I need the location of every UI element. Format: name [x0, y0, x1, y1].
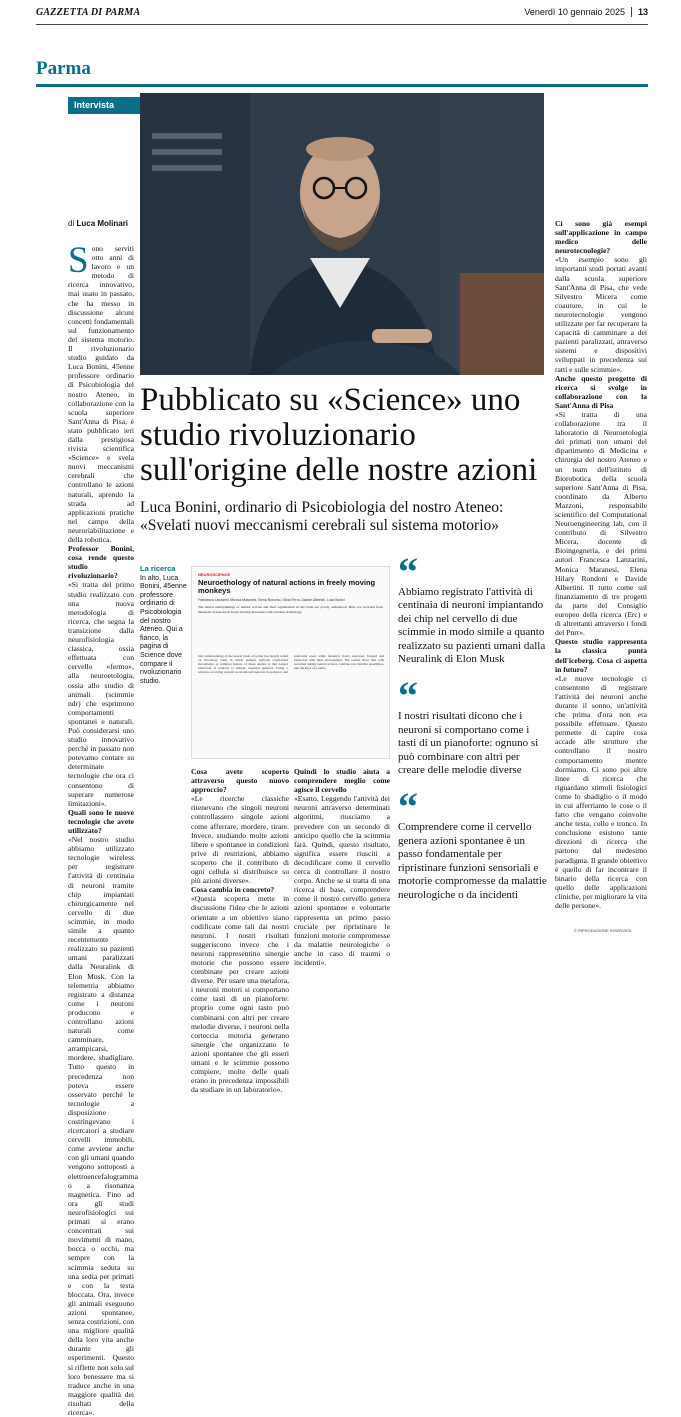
- section-rule: [36, 84, 648, 87]
- question-5: Quindi lo studio aiuta a comprendere meglio come agisce il cervello: [294, 767, 390, 795]
- answer-5: «Esatto. Leggendo l'attività dei neuroni attraverso determinati algoritmi, riusciamo a prevedere con un secondo di anticipo quello che la scimmia farà. Quindi, questo risultato, significa essere riusciti a decodificare come il cervello cerca di controllare il nostro corpo. Anche se si tratta di una ricerca di base, comprendere come il nostro cervello genera azioni spontanee e volontarie rappresenta un primo passo cruciale per ripristinare le funzioni motorie compromesse da malattie neurologiche o anche in caso di traumi o incidenti».: [294, 794, 390, 967]
- byline-prefix: di: [68, 219, 75, 228]
- pull-quotes: [398, 549, 548, 902]
- answer-2: «Nel nostro studio abbiamo utilizzato tecnologie wireless per registrare l'attività di centinaia di neuroni tramite chip impiantati chirurgicamente nel cervello di due scimmie, in modo simile a quanto recentemente realizzato su pazienti umani paralizzati dalla Neuralink di Elon Musk. Con la telemetria abbiamo registrato a distanza come i neuroni producono e controllano azioni naturali come camminare, arrampicarsi, mordere, sbadigliare. Tutto questo in precedenza non poteva essere osservato perché le tecnologie a disposizione costringevano i ricercatori a studiare cervelli immobili, come avviene anche con gli umani quando vengono sottoposti a elettroencefalogramma o a risonanza magnetica. Fino ad ora gli studi neurofisiologici sui primati si erano concentrati sui movimenti di mano, bocca o occhi, ma sempre con la scimmia seduta su una sedia per primati e con la testa bloccata. Ora, invece gli animali eseguono azioni spontanee, senza costrizioni, con una migliore qualità della loro vita anche durante gli esperimenti. Questo si riflette non solo sul loro benessere ma si traduce anche in una maggiore qualità dei risultati della ricerca».: [68, 835, 138, 1417]
- article-column-right: [555, 219, 647, 924]
- portrait-photo: [140, 93, 544, 375]
- article-column-1: [68, 240, 138, 1417]
- question-6: Ci sono già esempi sull'applicazione in campo medico delle neurotecnologie?: [555, 219, 647, 256]
- science-page-image: [191, 566, 390, 759]
- masthead: [36, 0, 648, 25]
- answer-4: «Questa scoperta mette in discussione l'idea che le azioni orientate a un obiettivo siano codificate come tali dai nostri neuroni. I nostri risultati suggeriscono invece che i neuroni rappresentino sinergie motorie che possono essere combinate per creare azioni diverse. Per usare una metafora, i neuroni motori si comportano come tasti di un pianoforte: proprio come ogni tasto può combinarsi con altri per creare melodie diverse, i neuroni nella corteccia motoria generano sinergie che organizzano le azioni spontanee che gli esseri umani e le scimmie possono compiere, molte delle quali erano in precedenza impossibili da studiare in un laboratorio».: [191, 894, 289, 1095]
- photo-caption: [140, 565, 188, 686]
- question-3: Cosa avete scoperto attraverso questo nuovo approccio?: [191, 767, 289, 795]
- answer-8: «Le nuove tecnologie ci consentono di registrare l'attività dei neuroni anche durante il sonno, un'attività che prima d'ora non era possibile effettuare. Questo permette di capire cosa accade alle strutture che controllano il nostro comportamento mentre dormiamo. Ci sono poi altre linee di ricerca che riguardano stimoli fisiologici come lo sbadiglio o il modo in cui afferriamo le cose o il fatto che vengano coinvolte anche testa, collo e tronco. In conclusione esistono tante direzioni di ricerca che partono dal medesimo paradigma. Il grande obiettivo è quello di far incontrare il binario della ricerca con quello delle applicazioni cliniche, per migliorare la vita delle persone».: [555, 673, 647, 911]
- science-body: Our understanding of the neural basis of action has largely relied on laboratory tasks in which animals perform constrained movements. A common feature of these studies is that natural behaviour is reduced to simple, repeated gestures. Using a wireless recording system we monitored neurons in premotor and prefrontal areas while monkeys freely explored, foraged and interacted with their environment. The results show that cells recruited during natural actions combine into flexible ensembles, like the keys of a piano.: [198, 654, 384, 675]
- science-title: Neuroethology of natural actions in freely moving monkeys: [198, 578, 376, 596]
- quote-mark-icon: “: [398, 784, 418, 830]
- author-name: Luca Molinari: [76, 219, 129, 228]
- page-number: 13: [631, 7, 648, 17]
- newspaper-name: GAZZETTA DI PARMA: [36, 7, 141, 18]
- headline: Pubblicato su «Science» uno studio rivoluzionario sull'origine delle nostre azioni: [140, 382, 538, 488]
- copyright-notice: © RIPRODUZIONE RISERVATA: [574, 928, 632, 933]
- quote-mark-icon: “: [398, 549, 418, 594]
- lead-paragraph: ono serviti otto anni di lavoro e un metodo di ricerca innovativo, mai usato in passato, che ha messo in discussione alcuni concetti fondamentali sul funzionamento del sistema motorio. Il rivoluzionario studio guidato da Luca Bonini, 45enne professore ordinario di Psicobiologia del nostro Ateneo, in collaborazione con la scuola superiore Sant'Anna di Pisa, è stato pubblicato ieri dalla prestigiosa rivista scientifica «Science» e svela nuovi meccanismi cerebrali che controllano le azioni naturali, aprendo la strada ad applicazioni pratiche nel campo della neuroriabilitazione e della robotica.: [68, 244, 134, 544]
- drop-cap: S: [68, 240, 89, 281]
- caption-text: In alto, Luca Bonini, 45enne professore ordinario di Psicobiologia del nostro Ateneo. Qui a fianco, la pagina di Science dove compare il rivoluzionario studio.: [140, 574, 187, 685]
- masthead-right: [524, 7, 648, 17]
- portrait-illustration: [140, 93, 544, 375]
- science-authors: Francesca Lanzarini, Monica Maranesi, Elena Rotunno, Silvia Ferro, Davide Albertini, Luca Bonini: [198, 598, 345, 603]
- answer-3: «Le ricerche classiche ritenevano che singoli neuroni controllassero singole azioni come afferrare, mordere, tirare. Invece, studiando molte azioni libere e spontanee in condizioni prive di restrizioni, abbiamo scoperto che il contributo di ogni cellula si distribuisce su più azioni diverse».: [191, 794, 289, 886]
- article-column-4: [294, 767, 390, 967]
- answer-6: «Un esempio sono gli importanti studi portati avanti dalla scuola superiore Sant'Anna di Pisa, che vede Silvestro Micera come coautore, in cui le neurotecnologie vengono utilizzate per far recuperare la capacità di camminare a dei pazienti paralizzati, attraverso sistemi e dispositivi sviluppati in precedenza sui ratti e sulle scimmie».: [555, 255, 647, 374]
- subheadline: Luca Bonini, ordinario di Psicobiologia del nostro Ateneo: «Svelati nuovi meccanismi cerebrali sul sistema motorio»: [140, 499, 504, 534]
- section-title: Parma: [36, 58, 91, 79]
- question-1: Professor Bonini, cosa rende questo studio rivoluzionario?: [68, 544, 134, 581]
- answer-1: «Si tratta del primo studio realizzato con una nuova metodologia di ricerca, che segna la transizione dalla neurofisiologia classica, ossia effettuata con cervello «fermo», alla neuroetologia, ossia allo studio di animali (scimmie ndr) che esprimono comportamenti spontanei e naturali. Può considerarsi uno studio innovativo perché in passato non potevamo contare su determinate tecnologie che ora ci consentono di superare numerose limitazioni».: [68, 580, 134, 808]
- pull-quote-1: Abbiamo registrato l'attività di centinaia di neuroni impiantando dei chip nel cervello di due scimmie in modo simile a quanto realizzato su pazienti umani dalla Neuralink di Elon Musk: [398, 586, 546, 666]
- question-8: Questo studio rappresenta la classica punta dell'iceberg. Cosa ci aspetta in futuro?: [555, 637, 647, 674]
- question-2: Quali sono le nuove tecnologie che avete utilizzato?: [68, 807, 134, 835]
- science-label: NEUROSCIENCE: [198, 572, 231, 577]
- answer-7: «Si tratta di una collaborazione tra il laboratorio di Neuroetologia dei primati non umani del dipartimento di Medicina e chirurgia del nostro Ateneo e un team dell'istituto di Biorobotica della scuola superiore Sant'Anna di Pisa, coordinato da Alberto Mazzoni, responsabile scientifico del Computational Neuroengineering lab, con il contributo di Silvestro Micera, docente di Bioingegneria, e dei primi autori Francesca Lanzarini, Monica Maranesi, Elena Hilary Rondoni e Davide Albertini. Il tutto come sul finanziamento di tre progetti da parte del Consiglio europeo della ricerca (Erc) e di altrettanti attraverso i fondi del Pnrr».: [555, 409, 647, 638]
- byline: [68, 219, 128, 228]
- article-tag: Intervista: [68, 97, 142, 114]
- caption-title: La ricerca: [140, 564, 176, 573]
- issue-date: Venerdì 10 gennaio 2025: [524, 7, 625, 17]
- article-column-3: [191, 767, 289, 1095]
- pull-quote-3: Comprendere come il cervello genera azioni spontanee è un passo fondamentale per ripristinare funzioni sensoriali e motorie compromesse da malattie neurologiche o da incidenti: [398, 821, 547, 901]
- question-7: Anche questo progetto di ricerca si svolge in collaborazione con la Sant'Anna di Pisa: [555, 373, 647, 410]
- quote-mark-icon: “: [398, 673, 418, 719]
- pull-quote-2: I nostri risultati dicono che i neuroni si comportano come i tasti di un pianoforte: ognuno si può combinare con altri per creare delle melodie diverse: [398, 710, 539, 777]
- question-4: Cosa cambia in concreto?: [191, 885, 275, 895]
- science-abstract: The neural underpinnings of natural actions and their organization in the brain are poorly understood. Here we recorded from hundreds of neurons in freely moving macaques with wireless technology.: [198, 605, 383, 614]
